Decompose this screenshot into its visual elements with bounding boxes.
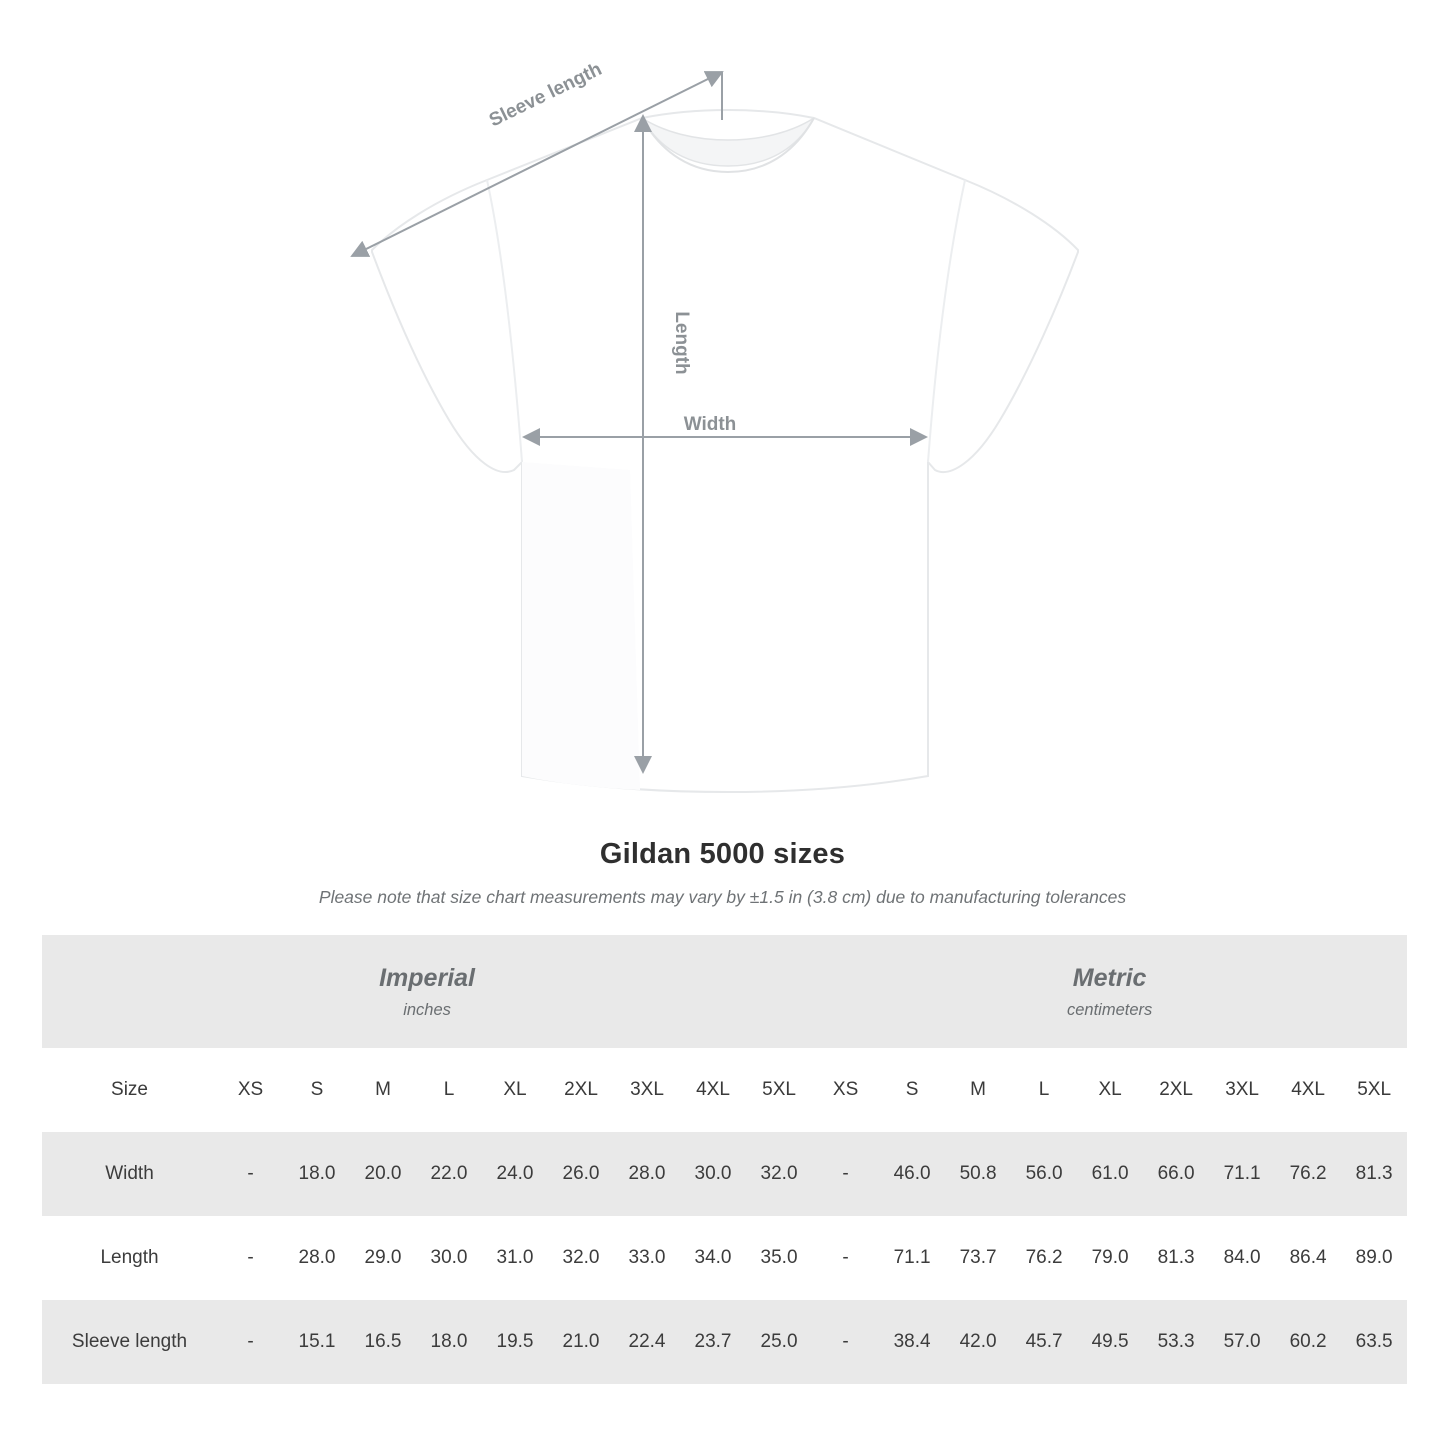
row-label-sleeve-length: Sleeve length <box>42 1300 217 1384</box>
header-metric-4xl: 4XL <box>1275 1048 1341 1132</box>
header-imperial-xl: XL <box>482 1048 548 1132</box>
width-metric-xl: 61.0 <box>1077 1132 1143 1216</box>
width-imperial-l: 22.0 <box>416 1132 482 1216</box>
sleeve-metric-s: 38.4 <box>879 1300 945 1384</box>
header-metric-m: M <box>945 1048 1011 1132</box>
table-row <box>42 1300 1407 1384</box>
header-imperial-4xl: 4XL <box>680 1048 746 1132</box>
length-metric-3xl: 84.0 <box>1209 1216 1275 1300</box>
length-imperial-xs: - <box>217 1216 284 1300</box>
width-metric-m: 50.8 <box>945 1132 1011 1216</box>
sleeve-imperial-xs: - <box>217 1300 284 1384</box>
sleeve-imperial-4xl: 23.7 <box>680 1300 746 1384</box>
length-metric-5xl: 89.0 <box>1341 1216 1407 1300</box>
length-imperial-l: 30.0 <box>416 1216 482 1300</box>
sleeve-imperial-5xl: 25.0 <box>746 1300 812 1384</box>
length-metric-l: 76.2 <box>1011 1216 1077 1300</box>
width-imperial-xs: - <box>217 1132 284 1216</box>
sleeve-metric-3xl: 57.0 <box>1209 1300 1275 1384</box>
header-metric-2xl: 2XL <box>1143 1048 1209 1132</box>
sleeve-metric-5xl: 63.5 <box>1341 1300 1407 1384</box>
length-imperial-xl: 31.0 <box>482 1216 548 1300</box>
width-imperial-s: 18.0 <box>284 1132 350 1216</box>
length-imperial-m: 29.0 <box>350 1216 416 1300</box>
width-metric-l: 56.0 <box>1011 1132 1077 1216</box>
unit-metric-sub: centimeters <box>1066 1000 1153 1019</box>
width-label: Width <box>683 414 737 435</box>
size-table-wrapper <box>42 935 1403 1384</box>
width-imperial-4xl: 30.0 <box>680 1132 746 1216</box>
width-metric-xs: - <box>812 1132 879 1216</box>
length-metric-4xl: 86.4 <box>1275 1216 1341 1300</box>
header-metric-l: L <box>1011 1048 1077 1132</box>
header-metric-5xl: 5XL <box>1341 1048 1407 1132</box>
header-metric-s: S <box>879 1048 945 1132</box>
length-label: Length <box>671 311 692 375</box>
unit-imperial-cell <box>42 935 812 1048</box>
width-metric-3xl: 71.1 <box>1209 1132 1275 1216</box>
unit-metric-name: Metric <box>1072 964 1147 993</box>
width-imperial-m: 20.0 <box>350 1132 416 1216</box>
header-imperial-2xl: 2XL <box>548 1048 614 1132</box>
table-row <box>42 1216 1407 1300</box>
length-imperial-4xl: 34.0 <box>680 1216 746 1300</box>
unit-imperial-name: Imperial <box>379 964 475 993</box>
sleeve-imperial-l: 18.0 <box>416 1300 482 1384</box>
row-label-length: Length <box>42 1216 217 1300</box>
sleeve-imperial-3xl: 22.4 <box>614 1300 680 1384</box>
unit-metric-cell <box>812 935 1407 1048</box>
sleeve-imperial-m: 16.5 <box>350 1300 416 1384</box>
header-metric-xs: XS <box>812 1048 879 1132</box>
page-title: Gildan 5000 sizes <box>599 838 846 870</box>
row-label-width: Width <box>42 1132 217 1216</box>
width-imperial-5xl: 32.0 <box>746 1132 812 1216</box>
sleeve-metric-l: 45.7 <box>1011 1300 1077 1384</box>
width-imperial-2xl: 26.0 <box>548 1132 614 1216</box>
length-imperial-s: 28.0 <box>284 1216 350 1300</box>
sleeve-metric-xl: 49.5 <box>1077 1300 1143 1384</box>
size-header-row <box>42 1048 1407 1132</box>
header-metric-3xl: 3XL <box>1209 1048 1275 1132</box>
length-imperial-3xl: 33.0 <box>614 1216 680 1300</box>
length-imperial-5xl: 35.0 <box>746 1216 812 1300</box>
length-metric-m: 73.7 <box>945 1216 1011 1300</box>
header-metric-xl: XL <box>1077 1048 1143 1132</box>
length-metric-xs: - <box>812 1216 879 1300</box>
header-imperial-xs: XS <box>217 1048 284 1132</box>
title-block <box>0 838 1445 908</box>
size-table <box>42 935 1407 1384</box>
width-metric-s: 46.0 <box>879 1132 945 1216</box>
width-imperial-xl: 24.0 <box>482 1132 548 1216</box>
header-imperial-l: L <box>416 1048 482 1132</box>
units-row <box>42 935 1407 1048</box>
table-row <box>42 1132 1407 1216</box>
sleeve-metric-4xl: 60.2 <box>1275 1300 1341 1384</box>
sleeve-imperial-2xl: 21.0 <box>548 1300 614 1384</box>
length-metric-s: 71.1 <box>879 1216 945 1300</box>
unit-imperial-sub: inches <box>403 1000 451 1019</box>
header-imperial-m: M <box>350 1048 416 1132</box>
sleeve-imperial-s: 15.1 <box>284 1300 350 1384</box>
sleeve-metric-2xl: 53.3 <box>1143 1300 1209 1384</box>
header-imperial-5xl: 5XL <box>746 1048 812 1132</box>
width-imperial-3xl: 28.0 <box>614 1132 680 1216</box>
sleeve-length-label: Sleeve length <box>485 58 606 132</box>
header-imperial-3xl: 3XL <box>614 1048 680 1132</box>
tolerance-note: Please note that size chart measurements may vary by ±1.5 in (3.8 cm) due to manufacturing tolerances <box>318 887 1127 907</box>
sleeve-imperial-xl: 19.5 <box>482 1300 548 1384</box>
header-size-label: Size <box>42 1048 217 1132</box>
length-metric-xl: 79.0 <box>1077 1216 1143 1300</box>
sleeve-metric-m: 42.0 <box>945 1300 1011 1384</box>
sleeve-metric-xs: - <box>812 1300 879 1384</box>
header-imperial-s: S <box>284 1048 350 1132</box>
tshirt-shape <box>372 110 1078 792</box>
length-metric-2xl: 81.3 <box>1143 1216 1209 1300</box>
width-metric-4xl: 76.2 <box>1275 1132 1341 1216</box>
width-metric-5xl: 81.3 <box>1341 1132 1407 1216</box>
width-metric-2xl: 66.0 <box>1143 1132 1209 1216</box>
length-imperial-2xl: 32.0 <box>548 1216 614 1300</box>
